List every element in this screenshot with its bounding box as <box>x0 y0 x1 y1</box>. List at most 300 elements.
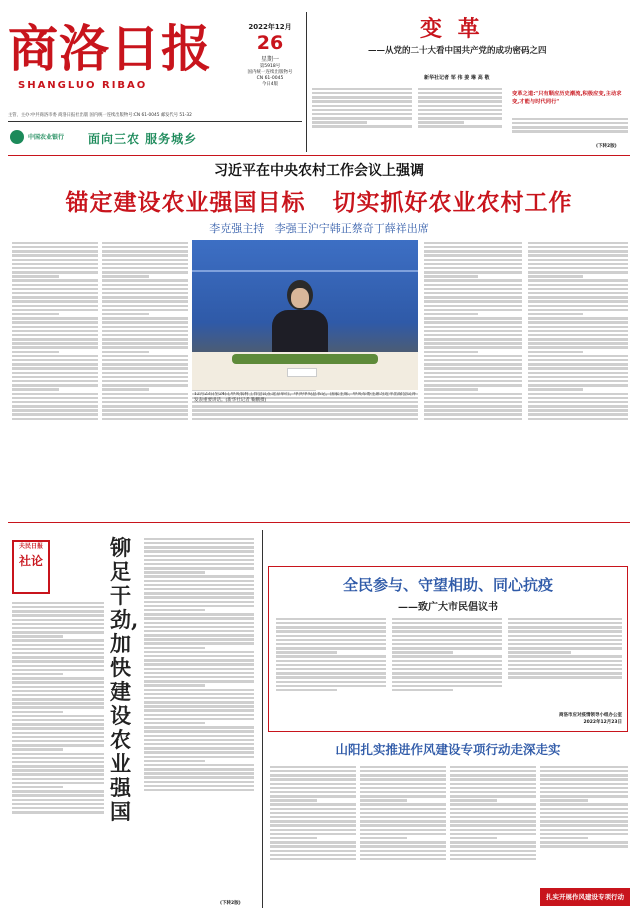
text-line-placeholder <box>528 288 628 290</box>
text-line-placeholder <box>418 96 502 98</box>
text-line-placeholder <box>276 676 386 678</box>
text-line-placeholder <box>144 714 254 716</box>
text-line-placeholder <box>528 401 628 403</box>
text-line-placeholder <box>418 92 502 94</box>
text-line-placeholder <box>102 393 188 395</box>
text-line-placeholder <box>270 770 356 772</box>
text-line-placeholder <box>12 757 104 759</box>
text-line-placeholder <box>12 715 104 717</box>
text-line-placeholder <box>276 647 386 649</box>
text-line-placeholder <box>392 643 502 645</box>
text-line-placeholder <box>12 736 104 738</box>
text-line-placeholder <box>418 113 502 115</box>
text-line-placeholder <box>424 351 478 353</box>
text-line-placeholder <box>12 748 63 750</box>
text-line-placeholder <box>12 376 98 378</box>
text-line-placeholder <box>450 799 497 801</box>
text-line-placeholder <box>528 376 628 378</box>
text-line-placeholder <box>424 393 522 395</box>
initiative-date: 2022年12月23日 <box>583 720 622 725</box>
text-line-placeholder <box>12 321 98 323</box>
text-line-placeholder <box>12 334 98 336</box>
text-line-placeholder <box>276 655 386 657</box>
text-line-placeholder <box>392 681 502 683</box>
text-line-placeholder <box>528 384 628 386</box>
text-line-placeholder <box>12 372 98 374</box>
text-line-placeholder <box>312 117 412 119</box>
text-line-placeholder <box>12 271 98 273</box>
text-line-placeholder <box>12 803 104 805</box>
text-line-placeholder <box>450 841 536 843</box>
text-line-placeholder <box>528 351 583 353</box>
text-line-placeholder <box>102 330 188 332</box>
text-line-placeholder <box>144 709 254 711</box>
text-line-placeholder <box>450 770 536 772</box>
text-line-placeholder <box>276 651 337 653</box>
text-line-placeholder <box>508 668 622 670</box>
text-line-placeholder <box>424 313 478 315</box>
lead-kicker: 习近平在中央农村工作会议上强调 <box>214 163 424 179</box>
text-line-placeholder <box>424 259 522 261</box>
text-line-placeholder <box>540 791 628 793</box>
text-line-placeholder <box>424 372 522 374</box>
text-line-placeholder <box>102 380 188 382</box>
text-line-placeholder <box>144 655 254 657</box>
text-line-placeholder <box>102 313 149 315</box>
text-line-placeholder <box>144 676 254 678</box>
text-line-placeholder <box>102 397 188 399</box>
text-line-placeholder <box>12 773 104 775</box>
text-line-placeholder <box>144 634 254 636</box>
text-line-placeholder <box>528 246 628 248</box>
photo-speaker-body <box>272 310 328 358</box>
text-line-placeholder <box>12 727 104 729</box>
bank-slogan: 面向三农 服务城乡 <box>88 132 198 146</box>
text-line-placeholder <box>528 242 628 244</box>
text-line-placeholder <box>144 584 254 586</box>
text-line-placeholder <box>508 639 622 641</box>
text-line-placeholder <box>528 367 628 369</box>
text-line-placeholder <box>144 789 254 791</box>
text-line-placeholder <box>192 418 418 420</box>
text-line-placeholder <box>528 363 628 365</box>
text-line-placeholder <box>270 791 356 793</box>
text-line-placeholder <box>102 372 188 374</box>
text-line-placeholder <box>12 279 98 281</box>
text-line-placeholder <box>144 739 254 741</box>
text-line-placeholder <box>270 803 356 805</box>
text-line-placeholder <box>144 630 254 632</box>
text-line-placeholder <box>12 397 98 399</box>
bottom-headline: 山阳扎实推进作风建设专项行动走深走实 <box>335 742 561 757</box>
text-line-placeholder <box>102 413 188 415</box>
text-line-placeholder <box>12 388 59 390</box>
text-line-placeholder <box>392 647 502 649</box>
text-line-placeholder <box>276 668 386 670</box>
text-line-placeholder <box>508 626 622 628</box>
text-line-placeholder <box>144 781 254 783</box>
text-line-placeholder <box>270 820 356 822</box>
text-line-placeholder <box>12 702 104 704</box>
text-line-placeholder <box>528 359 628 361</box>
text-line-placeholder <box>12 786 63 788</box>
text-line-placeholder <box>424 242 522 244</box>
text-line-placeholder <box>102 279 188 281</box>
bottom-banner: 扎实开展作风建设专项行动 <box>540 888 630 906</box>
text-line-placeholder <box>540 783 628 785</box>
text-line-placeholder <box>360 787 446 789</box>
bottom-body-col-2 <box>360 764 446 906</box>
feature-divider <box>306 12 307 152</box>
text-line-placeholder <box>528 292 628 294</box>
feature-subtitle: ——从党的二十大看中国共产党的成功密码之四 <box>368 46 547 56</box>
text-line-placeholder <box>144 605 254 607</box>
text-line-placeholder <box>312 96 412 98</box>
lead-subhead: 李克强主持 李强王沪宁韩正蔡奇丁薛祥出席 <box>209 222 429 235</box>
text-line-placeholder <box>360 770 446 772</box>
text-line-placeholder <box>12 393 98 395</box>
text-line-placeholder <box>144 705 254 707</box>
text-line-placeholder <box>102 300 188 302</box>
text-line-placeholder <box>424 263 522 265</box>
text-line-placeholder <box>12 409 98 411</box>
text-line-placeholder <box>312 92 412 94</box>
text-line-placeholder <box>144 622 254 624</box>
text-line-placeholder <box>360 858 446 860</box>
text-line-placeholder <box>528 317 628 319</box>
text-line-placeholder <box>276 635 386 637</box>
text-line-placeholder <box>424 397 522 399</box>
text-line-placeholder <box>392 685 502 687</box>
text-line-placeholder <box>12 602 104 604</box>
text-line-placeholder <box>450 803 536 805</box>
text-line-placeholder <box>424 271 522 273</box>
text-line-placeholder <box>102 409 188 411</box>
text-line-placeholder <box>12 732 104 734</box>
text-line-placeholder <box>12 706 104 708</box>
text-line-placeholder <box>528 330 628 332</box>
text-line-placeholder <box>528 397 628 399</box>
text-line-placeholder <box>540 824 628 826</box>
text-line-placeholder <box>450 783 536 785</box>
text-line-placeholder <box>528 346 628 348</box>
text-line-placeholder <box>528 271 628 273</box>
text-line-placeholder <box>508 655 622 657</box>
text-line-placeholder <box>360 795 446 797</box>
text-line-placeholder <box>418 121 464 123</box>
text-line-placeholder <box>270 833 356 835</box>
text-line-placeholder <box>102 334 188 336</box>
text-line-placeholder <box>450 845 536 847</box>
text-line-placeholder <box>12 380 98 382</box>
text-line-placeholder <box>540 774 628 776</box>
text-line-placeholder <box>418 125 502 127</box>
issue-cn-label: 国内统一连续出版物号 <box>247 70 293 75</box>
text-line-placeholder <box>12 384 98 386</box>
text-line-placeholder <box>12 242 98 244</box>
editorial-badge <box>12 540 50 594</box>
text-line-placeholder <box>540 795 628 797</box>
editorial-badge-main: 社论 <box>18 554 43 568</box>
text-line-placeholder <box>12 330 98 332</box>
text-line-placeholder <box>12 677 104 679</box>
text-line-placeholder <box>12 619 104 621</box>
text-line-placeholder <box>276 685 386 687</box>
text-line-placeholder <box>12 665 104 667</box>
text-line-placeholder <box>528 355 628 357</box>
text-line-placeholder <box>418 109 502 111</box>
text-line-placeholder <box>360 841 446 843</box>
text-line-placeholder <box>276 672 386 674</box>
text-line-placeholder <box>102 317 188 319</box>
issue-pages: 今日4版 <box>261 82 279 87</box>
text-line-placeholder <box>12 351 59 353</box>
text-line-placeholder <box>12 698 104 700</box>
text-line-placeholder <box>540 845 628 847</box>
text-line-placeholder <box>540 808 628 810</box>
initiative-body-col-1 <box>276 616 386 726</box>
text-line-placeholder <box>424 401 522 403</box>
text-line-placeholder <box>424 376 522 378</box>
text-line-placeholder <box>508 672 622 674</box>
text-line-placeholder <box>12 652 104 654</box>
text-line-placeholder <box>102 376 188 378</box>
text-line-placeholder <box>528 309 628 311</box>
text-line-placeholder <box>144 772 254 774</box>
bank-ad <box>10 128 300 150</box>
text-line-placeholder <box>360 778 446 780</box>
text-line-placeholder <box>424 321 522 323</box>
text-line-placeholder <box>12 711 63 713</box>
text-line-placeholder <box>12 623 104 625</box>
text-line-placeholder <box>392 622 502 624</box>
text-line-placeholder <box>12 346 98 348</box>
text-line-placeholder <box>144 571 205 573</box>
text-line-placeholder <box>12 296 98 298</box>
text-line-placeholder <box>528 305 628 307</box>
text-line-placeholder <box>12 401 98 403</box>
mid-red-rule <box>8 522 630 523</box>
bank-name: 中国农业银行 <box>28 134 65 141</box>
text-line-placeholder <box>360 799 407 801</box>
feature-body-1 <box>312 86 412 150</box>
text-line-placeholder <box>12 807 104 809</box>
newspaper-name: 商洛日报 <box>8 19 212 78</box>
text-line-placeholder <box>12 246 98 248</box>
text-line-placeholder <box>144 726 254 728</box>
feature-body-3 <box>512 116 628 144</box>
text-line-placeholder <box>12 681 104 683</box>
text-line-placeholder <box>450 850 536 852</box>
text-line-placeholder <box>392 660 502 662</box>
text-line-placeholder <box>12 648 104 650</box>
text-line-placeholder <box>102 267 188 269</box>
issue-weekday: 星期一 <box>260 56 279 63</box>
masthead-info-bar: 主管、主办:中共商洛市委 商洛日报社出版 国内统一连续出版物号:CN 61-0045 邮发代号 51-32 <box>8 113 192 118</box>
text-line-placeholder <box>144 617 254 619</box>
text-line-placeholder <box>144 651 254 653</box>
text-line-placeholder <box>192 413 418 415</box>
editorial-body-col-1 <box>12 600 104 906</box>
text-line-placeholder <box>12 288 98 290</box>
text-line-placeholder <box>144 689 254 691</box>
text-line-placeholder <box>102 250 188 252</box>
text-line-placeholder <box>12 719 104 721</box>
text-line-placeholder <box>360 812 446 814</box>
text-line-placeholder <box>528 300 628 302</box>
text-line-placeholder <box>392 676 502 678</box>
text-line-placeholder <box>144 626 254 628</box>
text-line-placeholder <box>508 651 571 653</box>
text-line-placeholder <box>528 409 628 411</box>
text-line-placeholder <box>424 267 522 269</box>
text-line-placeholder <box>12 811 104 813</box>
text-line-placeholder <box>12 740 104 742</box>
text-line-placeholder <box>528 259 628 261</box>
text-line-placeholder <box>102 246 188 248</box>
feature-pull-quote: 变革之道:"只有顺应历史潮流,积极应变,主动求变,才能与时代同行" <box>512 91 622 105</box>
text-line-placeholder <box>12 250 98 252</box>
text-line-placeholder <box>144 672 254 674</box>
text-line-placeholder <box>102 263 188 265</box>
text-line-placeholder <box>424 409 522 411</box>
text-line-placeholder <box>144 756 254 758</box>
text-line-placeholder <box>360 803 446 805</box>
text-line-placeholder <box>512 118 628 120</box>
text-line-placeholder <box>12 317 98 319</box>
text-line-placeholder <box>360 824 446 826</box>
text-line-placeholder <box>276 630 386 632</box>
text-line-placeholder <box>144 563 254 565</box>
text-line-placeholder <box>102 405 188 407</box>
feature-byline: 新华社记者 邹 伟 姜 琳 高 敬 <box>424 75 490 81</box>
text-line-placeholder <box>144 693 254 695</box>
text-line-placeholder <box>102 338 188 340</box>
text-line-placeholder <box>392 651 453 653</box>
editorial-divider <box>262 530 263 908</box>
text-line-placeholder <box>528 279 628 281</box>
text-line-placeholder <box>276 643 386 645</box>
text-line-placeholder <box>12 660 104 662</box>
text-line-placeholder <box>424 367 522 369</box>
text-line-placeholder <box>450 824 536 826</box>
text-line-placeholder <box>276 681 386 683</box>
text-line-placeholder <box>450 829 536 831</box>
feature-body-2 <box>418 86 502 150</box>
text-line-placeholder <box>528 263 628 265</box>
text-line-placeholder <box>424 342 522 344</box>
text-line-placeholder <box>144 701 254 703</box>
text-line-placeholder <box>12 790 104 792</box>
text-line-placeholder <box>424 359 522 361</box>
text-line-placeholder <box>540 841 628 843</box>
text-line-placeholder <box>424 246 522 248</box>
editorial-continued: (下转2版) <box>220 901 241 906</box>
text-line-placeholder <box>450 778 536 780</box>
text-line-placeholder <box>360 833 446 835</box>
text-line-placeholder <box>270 845 356 847</box>
text-line-placeholder <box>270 854 356 856</box>
text-line-placeholder <box>102 359 188 361</box>
text-line-placeholder <box>424 309 522 311</box>
text-line-placeholder <box>144 580 254 582</box>
text-line-placeholder <box>276 626 386 628</box>
text-line-placeholder <box>424 363 522 365</box>
text-line-placeholder <box>270 787 356 789</box>
text-line-placeholder <box>144 647 205 649</box>
text-line-placeholder <box>450 791 536 793</box>
text-line-placeholder <box>540 829 628 831</box>
text-line-placeholder <box>270 799 317 801</box>
text-line-placeholder <box>360 808 446 810</box>
text-line-placeholder <box>528 326 628 328</box>
lead-body-col-2 <box>102 240 188 502</box>
text-line-placeholder <box>424 405 522 407</box>
lead-body-col-5 <box>528 240 628 502</box>
text-line-placeholder <box>540 837 588 839</box>
text-line-placeholder <box>528 413 628 415</box>
lead-body-col-1 <box>12 240 98 502</box>
text-line-placeholder <box>418 105 502 107</box>
text-line-placeholder <box>424 346 522 348</box>
text-line-placeholder <box>528 275 583 277</box>
text-line-placeholder <box>12 284 98 286</box>
text-line-placeholder <box>508 635 622 637</box>
text-line-placeholder <box>508 630 622 632</box>
text-line-placeholder <box>12 782 104 784</box>
photo-backdrop-line <box>192 270 418 272</box>
text-line-placeholder <box>392 635 502 637</box>
text-line-placeholder <box>12 275 59 277</box>
text-line-placeholder <box>192 409 418 411</box>
text-line-placeholder <box>102 305 188 307</box>
text-line-placeholder <box>12 639 104 641</box>
text-line-placeholder <box>392 668 502 670</box>
lead-body-col-4 <box>424 240 522 502</box>
text-line-placeholder <box>312 105 412 107</box>
text-line-placeholder <box>424 300 522 302</box>
text-line-placeholder <box>102 242 188 244</box>
text-line-placeholder <box>144 760 205 762</box>
text-line-placeholder <box>312 125 412 127</box>
text-line-placeholder <box>270 837 317 839</box>
text-line-placeholder <box>540 778 628 780</box>
text-line-placeholder <box>12 656 104 658</box>
text-line-placeholder <box>270 783 356 785</box>
text-line-placeholder <box>540 770 628 772</box>
text-line-placeholder <box>450 858 536 860</box>
text-line-placeholder <box>270 829 356 831</box>
text-line-placeholder <box>528 250 628 252</box>
text-line-placeholder <box>360 837 407 839</box>
text-line-placeholder <box>12 635 63 637</box>
text-line-placeholder <box>144 567 254 569</box>
editorial-badge-top: 夫民日报 <box>18 543 43 550</box>
text-line-placeholder <box>424 418 522 420</box>
text-line-placeholder <box>508 647 622 649</box>
text-line-placeholder <box>508 676 622 678</box>
text-line-placeholder <box>424 288 522 290</box>
text-line-placeholder <box>144 596 254 598</box>
text-line-placeholder <box>102 254 188 256</box>
text-line-placeholder <box>424 338 522 340</box>
text-line-placeholder <box>424 296 522 298</box>
text-line-placeholder <box>512 122 628 124</box>
text-line-placeholder <box>270 778 356 780</box>
lead-photo-caption: 12月23日至24日,中央农村工作会议在北京举行。中共中央总书记、国家主席、中央军委主席习近平出席会议并发表重要讲话。(新华社记者 鞠鹏摄) <box>194 392 416 403</box>
text-line-placeholder <box>102 367 188 369</box>
text-line-placeholder <box>144 735 254 737</box>
